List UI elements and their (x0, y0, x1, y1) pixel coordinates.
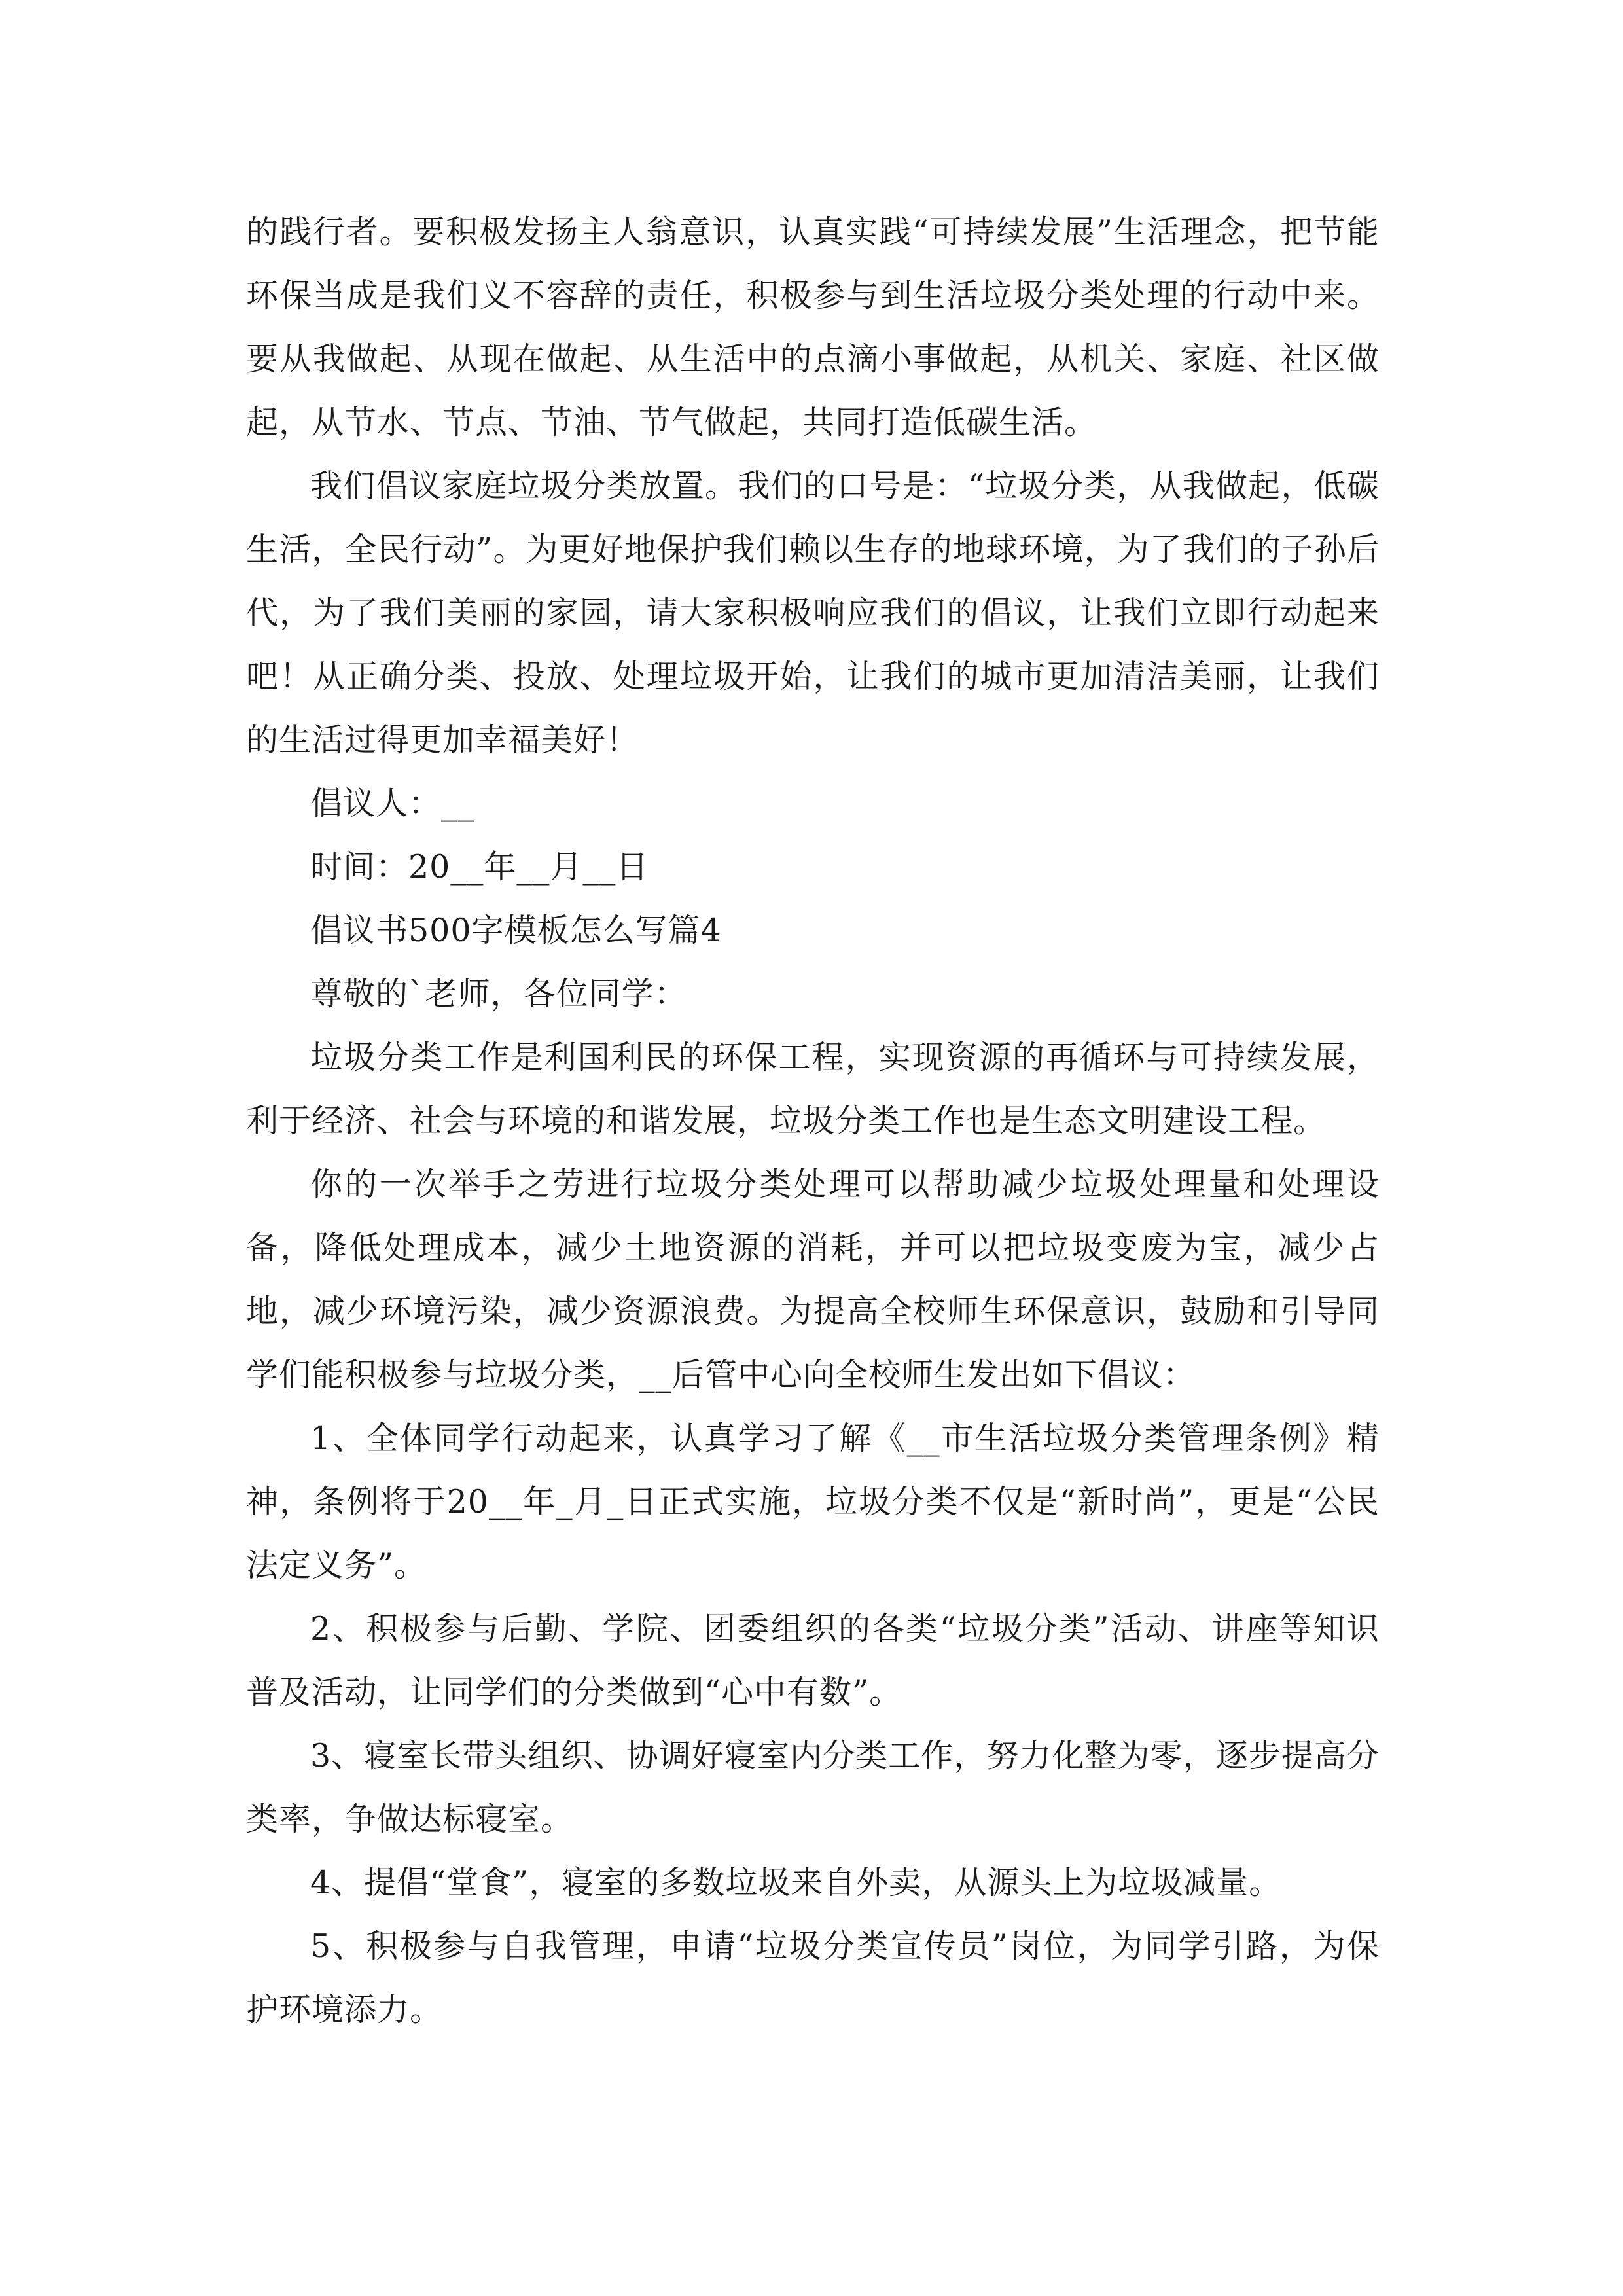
list-item-5: 5、积极参与自我管理，申请“垃圾分类宣传员”岗位，为同学引路，为保护环境添力。 (246, 1928, 1380, 2028)
salutation: 尊敬的`老师，各位同学： (310, 975, 687, 1013)
date-line: 时间：20__年__月__日 (310, 848, 649, 886)
paragraph-proposal: 我们倡议家庭垃圾分类放置。我们的口号是：“垃圾分类，从我做起，低碳生活，全民行动”。为更好地保护我们赖以生存的地球环境，为了我们的子孙后代，为了我们美丽的家园，请大家积极响应我们的倡议，让我们立即行动起来吧！从正确分类、投放、处理垃圾开始，让我们的城市更加清洁美丽，让我们的生活过得更加幸福美好！ (246, 467, 1380, 759)
paragraph-continuation: 的践行者。要积极发扬主人翁意识，认真实践“可持续发展”生活理念，把节能环保当成是我们义不容辞的责任，积极参与到生活垃圾分类处理的行动中来。要从我做起、从现在做起、从生活中的点滴小事做起，从机关、家庭、社区做起，从节水、节点、节油、节气做起，共同打造低碳生活。 (246, 213, 1380, 441)
list-item-3: 3、寝室长带头组织、协调好寝室内分类工作，努力化整为零，逐步提高分类率，争做达标寝室。 (246, 1737, 1380, 1838)
paragraph-benefits: 你的一次举手之劳进行垃圾分类处理可以帮助减少垃圾处理量和处理设备，降低处理成本，减少土地资源的消耗，并可以把垃圾变废为宝，减少占地，减少环境污染，减少资源浪费。为提高全校师生环保意识，鼓励和引导同学们能积极参与垃圾分类，__后管中心向全校师生发出如下倡议： (246, 1166, 1380, 1393)
document-body (246, 200, 1380, 2041)
list-item-4: 4、提倡“堂食”，寝室的多数垃圾来自外卖，从源头上为垃圾减量。 (310, 1864, 1282, 1901)
paragraph-intro: 垃圾分类工作是利国利民的环保工程，实现资源的再循环与可持续发展，利于经济、社会与环境的和谐发展，垃圾分类工作也是生态文明建设工程。 (246, 1039, 1380, 1139)
list-item-1: 1、全体同学行动起来，认真学习了解《__市生活垃圾分类管理条例》精神，条例将于20__年_月_日正式实施，垃圾分类不仅是“新时尚”，更是“公民法定义务”。 (246, 1420, 1380, 1584)
list-item-2: 2、积极参与后勤、学院、团委组织的各类“垃圾分类”活动、讲座等知识普及活动，让同学们的分类做到“心中有数”。 (246, 1610, 1380, 1711)
proposer-line: 倡议人：__ (310, 785, 475, 822)
section-title: 倡议书500字模板怎么写篇4 (310, 912, 722, 949)
